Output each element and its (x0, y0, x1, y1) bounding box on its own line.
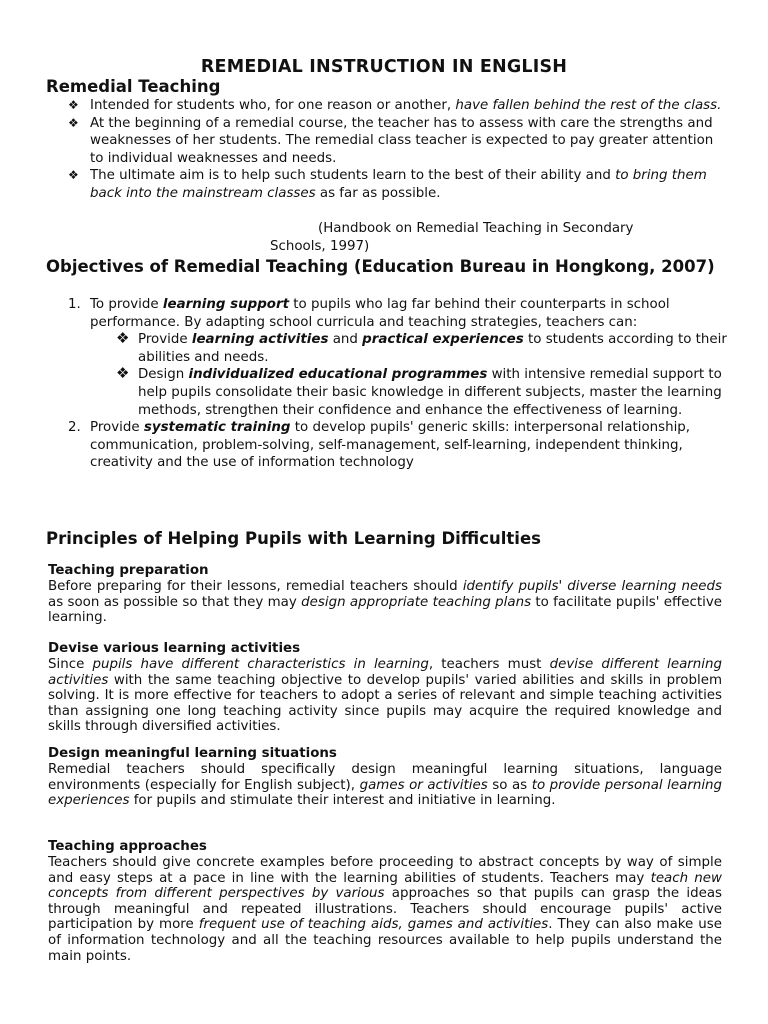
text-run: to facilitate pupils' effective learning. (48, 594, 722, 626)
principle-title: Teaching approaches (48, 839, 207, 854)
principle-section (48, 745, 722, 809)
numbered-item (68, 296, 728, 419)
text-run: so as (487, 777, 532, 793)
text-run: pupils have different characteristics in learning (92, 657, 429, 672)
text-run: The ultimate aim is to help such students learn to the best of their ability and (90, 168, 616, 184)
text-run: to bring them back into the mainstream classes (90, 168, 707, 201)
diamond-bullet-icon: ❖ (68, 98, 79, 112)
bullet-text (90, 168, 707, 201)
text-run: with the same teaching objective to develop pupils' varied abilities and skills in problem solving. It is more effective for teachers to adopt a series of relevant and simple teaching activities than assigning one long teaching activity since pupils may acquire the required knowledge and skills through diversified activities. (48, 672, 722, 735)
text-run: To provide (90, 297, 163, 312)
diamond-bullet-icon: ❖ (116, 329, 130, 348)
numbered-item (68, 419, 728, 472)
text-run: and (328, 332, 363, 348)
sub-bullet-text (138, 367, 722, 417)
principle-body (48, 762, 722, 809)
sub-bullet-item (116, 331, 728, 366)
citation-line: Schools, 1997) (270, 238, 370, 254)
item-number: 1. (68, 297, 81, 312)
bullet-item (68, 115, 728, 168)
text-run: At the beginning of a remedial course, the teacher has to assess with care the strengths and weaknesses of her students. The remedial class teacher is expected to pay greater attention to individual weaknesses and needs. (90, 115, 714, 166)
text-run: games or activities (359, 777, 488, 793)
item-text (90, 297, 670, 330)
text-run: Provide (138, 332, 192, 348)
text-run: as far as possible. (315, 185, 441, 201)
text-run: Provide (90, 420, 144, 436)
text-run: frequent use of teaching aids, games and activities (198, 917, 549, 933)
text-run: teach new concepts from different perspectives by various (48, 870, 722, 902)
text-run: Design (138, 367, 189, 383)
text-run: practical experiences (362, 332, 524, 348)
principle-title: Devise various learning activities (48, 641, 301, 656)
text-run: as soon as possible so that they may (48, 594, 302, 610)
citation (270, 220, 690, 255)
diamond-bullet-icon: ❖ (116, 364, 130, 383)
text-run: to pupils who lag far behind their counterparts in school performance. By adapting school curricula and teaching strategies, teachers can: (90, 297, 670, 330)
principle-body (48, 855, 722, 964)
section-heading-remedial-teaching: Remedial Teaching (46, 77, 221, 96)
text-run: learning support (162, 297, 289, 312)
text-run: with intensive remedial support to help pupils consolidate their basic knowledge in different subjects, master the learning methods, strengthen their confidence and enhance the effectiveness of learning. (138, 367, 722, 418)
text-run: systematic training (143, 420, 291, 436)
text-run: , teachers must (428, 657, 550, 672)
text-run: Remedial teachers should specifically design meaningful learning situations, language environments (especially for English subject), (48, 762, 722, 793)
text-run: Intended for students who, for one reason or another, (90, 98, 456, 113)
text-run: for pupils and stimulate their interest and initiative in learning. (129, 793, 556, 809)
text-run: have fallen behind the rest of the class. (455, 98, 722, 113)
bullet-item (68, 167, 728, 202)
principle-body (48, 657, 722, 735)
diamond-bullet-icon: ❖ (68, 168, 79, 183)
text-run: approaches so that pupils can grasp the ideas through meaningful and repeated illustrations. Teachers should encourage pupils' active participation by more (48, 886, 722, 933)
diamond-bullet-icon: ❖ (68, 115, 79, 130)
text-run: identify pupils' diverse learning needs (462, 579, 722, 594)
principle-title: Teaching preparation (48, 563, 209, 578)
section-heading-principles: Principles of Helping Pupils with Learning Difficulties (46, 529, 541, 548)
objectives-numbered-list (68, 296, 728, 472)
text-run: Before preparing for their lessons, remedial teachers should (48, 579, 463, 594)
bullet-text (90, 98, 721, 113)
text-run: design appropriate teaching plans (301, 594, 532, 610)
principle-section (48, 838, 722, 964)
sub-bullet-item (116, 366, 728, 419)
document-title: REMEDIAL INSTRUCTION IN ENGLISH (200, 57, 568, 77)
bullet-item (68, 97, 728, 115)
text-run: individualized educational programmes (188, 367, 488, 383)
principle-body (48, 579, 722, 626)
principle-section (48, 562, 722, 626)
text-run: . They can also make use of information technology and all the teaching resources available to help pupils understand the main points. (48, 917, 722, 964)
principle-section (48, 640, 722, 735)
text-run: to develop pupils' generic skills: interpersonal relationship, communication, problem-solving, self-management, self-learning, independent thinking, creativity and the use of information technology (90, 420, 691, 471)
text-run: to students according to their abilities and needs. (138, 332, 727, 365)
remedial-bullet-list (68, 97, 728, 203)
text-run: devise different learning activities (48, 657, 722, 688)
sub-bullet-list (90, 331, 728, 419)
sub-bullet-text (138, 332, 727, 365)
principle-title: Design meaningful learning situations (48, 746, 337, 761)
text-run: Since (48, 657, 93, 672)
citation-line: (Handbook on Remedial Teaching in Secondary (318, 221, 634, 236)
text-run: learning activities (191, 332, 329, 348)
text-run: to provide personal learning experiences (48, 777, 723, 809)
section-heading-objectives: Objectives of Remedial Teaching (Education Bureau in Hongkong, 2007) (46, 257, 715, 276)
item-text (90, 420, 690, 470)
text-run: Teachers should give concrete examples before proceeding to abstract concepts by way of simple and easy steps at a pace in line with the learning abilities of students. Teachers may (48, 855, 722, 886)
bullet-text (90, 116, 713, 166)
item-number: 2. (68, 420, 81, 436)
